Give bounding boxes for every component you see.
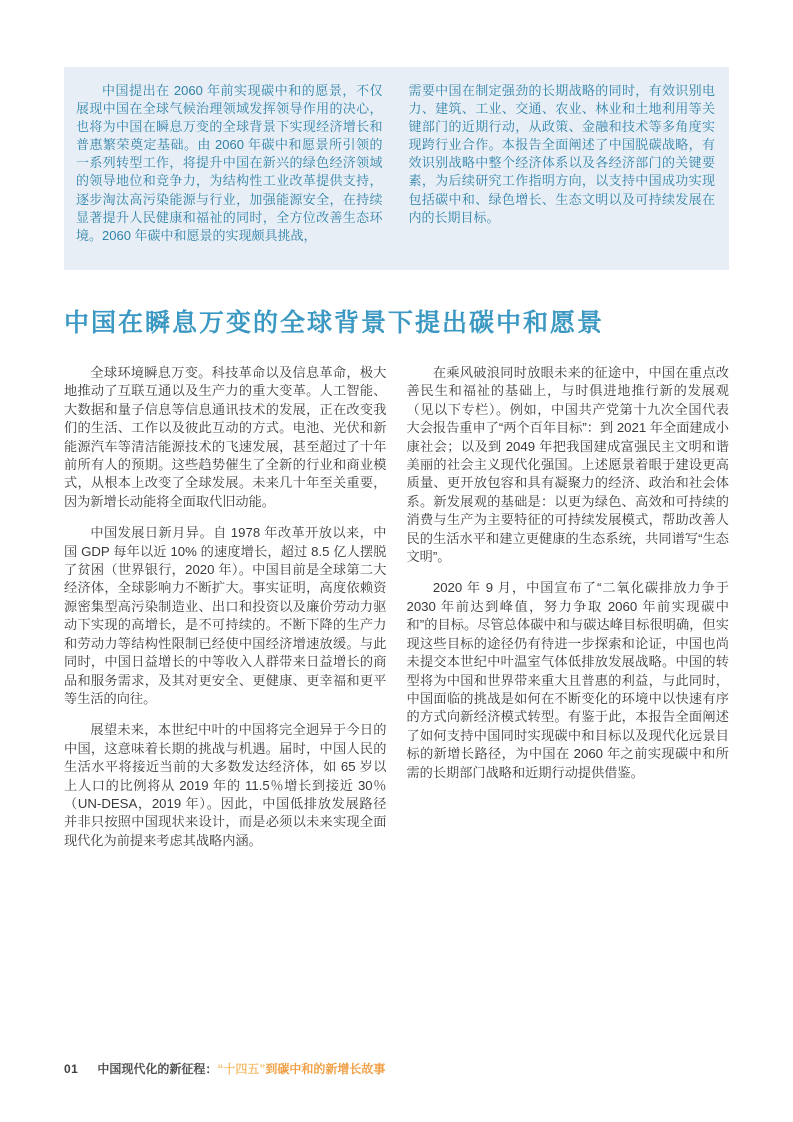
right-column	[407, 364, 730, 863]
intro-box-right-text: 需要中国在制定强劲的长期战略的同时，有效识别电力、建筑、工业、交通、农业、林业和土地利用等关键部门的近期行动，从政策、金融和技术等多角度实现跨行业合作。本报告全面阐述了中国脱碳战略，有效识别战略中整个经济体系以及各经济部门的关键要素，为后续研究工作指明方向，以支持中国成功实现包括碳中和、绿色增长、生态文明以及可持续发展在内的长期目标。	[408, 83, 715, 225]
body-columns	[64, 364, 729, 863]
paragraph-carbon-goal: 2020 年 9 月，中国宣布了“二氧化碳排放力争于 2030 年前达到峰值，努力争取 2060 年前实现碳中和”的目标。尽管总体碳中和与碳达峰目标很明确，但实现这些目标的途径仍有待进一步探索和论证，中国也尚未提交本世纪中叶温室气体低排放发展战略。中国的转型将为中国和世界带来重大且普惠的利益，与此同时，中国面临的挑战是如何在不断变化的环境中以快速有序的方式向新经济模式转型。有鉴于此，本报告全面阐述了如何支持中国同时实现碳中和目标以及现代化远景目标的新增长路径，为中国在 2060 年之前实现碳中和所需的长期部门战略和近期行动提供借鉴。	[406, 580, 729, 780]
footer-section-label: 中国现代化的新征程：	[97, 1062, 218, 1076]
left-column	[64, 364, 387, 863]
section-heading: 中国在瞬息万变的全球背景下提出碳中和愿景	[64, 309, 605, 337]
paragraph-china-development: 中国发展日新月异。自 1978 年改革开放以来，中国 GDP 每年以近 10% 的速度增长，超过 8.5 亿人摆脱了贫困（世界银行，2020 年）。中国目前是全球第二大经济体，全球影响力不断扩大。事实证明，高度依赖资源密集型高污染制造业、出口和投资以及廉价劳动力驱动下实现的高增长，是不可持续的。不断下降的生产力和劳动力等结构性限制已经使中国经济增速放缓。与此同时，中国日益增长的中等收入人群带来日益增长的商品和服务需求，及其对更安全、更健康、更幸福和更平等生活的向往。	[64, 525, 387, 706]
paragraph-new-development-concept: 在乘风破浪同时放眼未来的征途中，中国在重点改善民生和福祉的基础上，与时俱进地推行新的发展观（见以下专栏）。例如，中国共产党第十九次全国代表大会报告重申了“两个百年目标”：到 2021 年全面建成小康社会；以及到 2049 年把我国建成富强民主文明和谐美丽的社会主义现代化强国。上述愿景着眼于建设更高质量、更开放包容和具有凝聚力的经济、政治和社会体系。新发展观的基础是：以更为绿色、高效和可持续的消费与生产为主要特征的可持续发展模式，帮助改善人民的生活水平和建立更健康的生态系统，共同谱写“生态文明”。	[406, 365, 729, 565]
footer-report-title-rest: 到碳中和的新增长故事	[265, 1062, 386, 1076]
page-footer	[64, 1061, 729, 1077]
paragraph-global-change: 全球环境瞬息万变。科技革命以及信息革命，极大地推动了互联互通以及生产力的重大变革。人工智能、大数据和量子信息等信息通讯技术的发展，正在改变我们的生活、工作以及彼此互动的方式。电池、光伏和新能源汽车等清洁能源技术的飞速发展，甚至超过了十年前所有人的预期。这些趋势催生了全新的行业和商业模式，从根本上改变了全球发展。未来几十年至关重要，因为新增长动能将全面取代旧动能。	[64, 365, 387, 509]
intro-highlight-box	[64, 67, 729, 270]
paragraph-outlook: 展望未来，本世纪中叶的中国将完全迥异于今日的中国，这意味着长期的挑战与机遇。届时，中国人民的生活水平将接近当前的大多数发达经济体，如 65 岁以上人口的比例将从 2019 年的 11.5％增长到接近 30％（UN-DESA，2019 年）。因此，中国低排放发展路径并非只按照中国现状来设计，而是必须以未来实现全面现代化为前提来考虑其战略内涵。	[64, 722, 387, 848]
intro-box-left-text: 中国提出在 2060 年前实现碳中和的愿景，不仅展现中国在全球气候治理领域发挥领导作用的决心，也将为中国在瞬息万变的全球背景下实现经济增长和普惠繁荣奠定基础。由 2060 年碳中和愿景所引领的一系列转型工作，将提升中国在新兴的绿色经济领域的领导地位和竞争力，为结构性工业改革提供支持，逐步淘汰高污染能源与行业，加强能源安全，在持续显著提升人民健康和福祉的同时，全方位改善生态环境。2060 年碳中和愿景的实现颇具挑战，	[76, 83, 383, 243]
footer-report-title-quoted: “十四五”	[217, 1062, 266, 1076]
page-number: 01	[64, 1062, 79, 1076]
page-content	[64, 67, 729, 863]
